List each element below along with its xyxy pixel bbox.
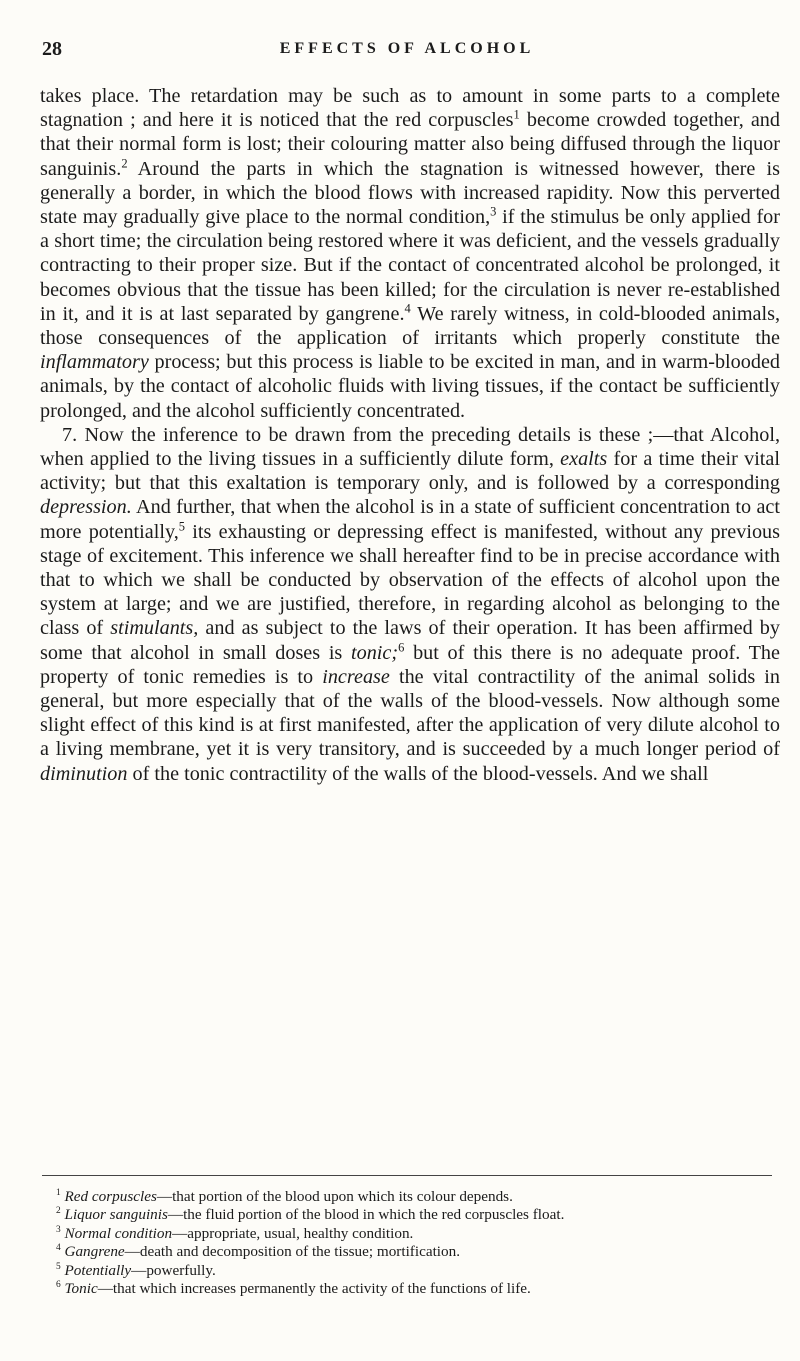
footnote-ref: 3 xyxy=(490,204,497,219)
text-run: for a time their vital activity; but that this exaltation is temporary only, and is followed by a corresponding xyxy=(40,448,780,495)
text-run: 7. Now the inference to be drawn from the preceding details is these ;—that Alcohol, when applied to the living tissues in a sufficiently dilute form, xyxy=(40,423,780,471)
footnote-definition: —appropriate, usual, healthy condition. xyxy=(172,1224,414,1242)
footnote-definition: —death and decomposition of the tissue; mortification. xyxy=(124,1243,460,1261)
footnote-definition: —the fluid portion of the blood in which the red corpuscles float. xyxy=(167,1206,565,1224)
italic-term: exalts xyxy=(560,448,608,471)
footnote xyxy=(40,1225,780,1243)
footnote-mark: 4 xyxy=(56,1243,61,1254)
footnote-term: Tonic xyxy=(64,1280,98,1298)
footnote-definition: —that which increases permanently the activity of the functions of life. xyxy=(97,1280,531,1298)
italic-term: inflammatory xyxy=(40,351,149,374)
italic-term: tonic; xyxy=(351,641,399,664)
text-run: And further, that when the alcohol is in a state of sufficient concentration to act more potentially, xyxy=(40,496,780,543)
footnote xyxy=(40,1262,780,1280)
footnotes xyxy=(40,1188,780,1298)
footnote-ref: 1 xyxy=(513,107,520,122)
text-run: Around the parts in which the stagnation is witnessed however, there is generally a border, in which the blood flows with increased rapidity. Now this perverted state may gradually give place to the normal condition, xyxy=(40,157,780,229)
paragraph-continued xyxy=(40,84,780,423)
body-text xyxy=(40,84,780,786)
italic-term: diminution xyxy=(40,762,128,785)
footnote-term: Normal condition xyxy=(64,1224,173,1242)
page-header xyxy=(42,38,772,66)
text-run: takes place. The retardation may be such as to amount in some parts to a complete stagnation ; and here it is noticed that the red corpuscles xyxy=(40,85,780,132)
footnote-ref: 6 xyxy=(398,639,405,654)
footnote-definition: —that portion of the blood upon which its colour depends. xyxy=(156,1188,513,1205)
footnote-mark: 6 xyxy=(56,1279,61,1290)
text-run: become crowded together, and that their normal form is lost; their colouring matter also being diffused through the liquor sanguinis. xyxy=(40,109,780,180)
text-run: of the tonic contractility of the walls of the blood-vessels. And we shall xyxy=(127,762,709,785)
text-run: if the stimulus be only applied for a short time; the circulation being restored where it was deficient, and the vessels gradually contracting to their proper size. But if the contact of concentrated alcohol be prolonged, it becomes obvious that the tissue has been killed; for the circulation is never re-established in it, and it is at last separated by gangrene. xyxy=(40,206,780,325)
footnote-mark: 2 xyxy=(56,1206,61,1217)
footnote-definition: —powerfully. xyxy=(131,1261,216,1279)
footnote-mark: 5 xyxy=(56,1261,61,1272)
text-run: the vital contractility of the animal solids in general, but more especially that of the walls of the blood-vessels. Now although some slight effect of this kind is at first manifested, after the application of very dilute alcohol to a living membrane, yet it is very transitory, and is succeeded by a much longer period of xyxy=(40,665,780,761)
text-run: but of this there is no adequate proof. The property of tonic remedies is to xyxy=(40,641,780,688)
footnote-term: Liquor sanguinis xyxy=(64,1206,168,1224)
footnote-term: Potentially xyxy=(64,1261,132,1279)
text-run: We rarely witness, in cold-blooded animals, those consequences of the application of irritants which properly constitute the xyxy=(40,302,781,350)
italic-term: stimulants, xyxy=(110,617,199,640)
footnote-ref: 2 xyxy=(121,155,128,170)
footnote-divider xyxy=(42,1175,772,1176)
footnote-mark: 1 xyxy=(56,1187,61,1198)
footnote-term: Red corpuscles xyxy=(64,1188,157,1205)
paragraph-7 xyxy=(40,423,780,786)
footnote-ref: 4 xyxy=(404,301,411,316)
text-run: and as subject to the laws of their operation. It has been affirmed by some that alcohol in small doses is xyxy=(40,617,780,664)
page-number: 28 xyxy=(42,38,62,60)
footnote-mark: 3 xyxy=(56,1224,61,1235)
italic-term: depression. xyxy=(40,496,132,519)
running-title: EFFECTS OF ALCOHOL xyxy=(279,40,535,57)
footnote xyxy=(40,1206,780,1224)
text-run: its exhausting or depressing effect is manifested, without any previous stage of excitement. This inference we shall hereafter find to be in precise accordance with that to which we shall be conducted by observation of the effects of alcohol upon the system at large; and we are justified, therefore, in regarding alcohol as belonging to the class of xyxy=(40,520,780,640)
footnote-term: Gangrene xyxy=(64,1243,125,1261)
footnote xyxy=(40,1188,780,1206)
footnote xyxy=(40,1243,780,1261)
italic-term: increase xyxy=(322,665,390,688)
text-run: process; but this process is liable to be excited in man, and in warm-blooded animals, by the contact of alcoholic fluids with living tissues, if the contact be sufficiently prolonged, and the alcohol sufficiently concentrated. xyxy=(40,351,780,422)
footnote-ref: 5 xyxy=(178,518,186,533)
footnote xyxy=(40,1280,780,1298)
